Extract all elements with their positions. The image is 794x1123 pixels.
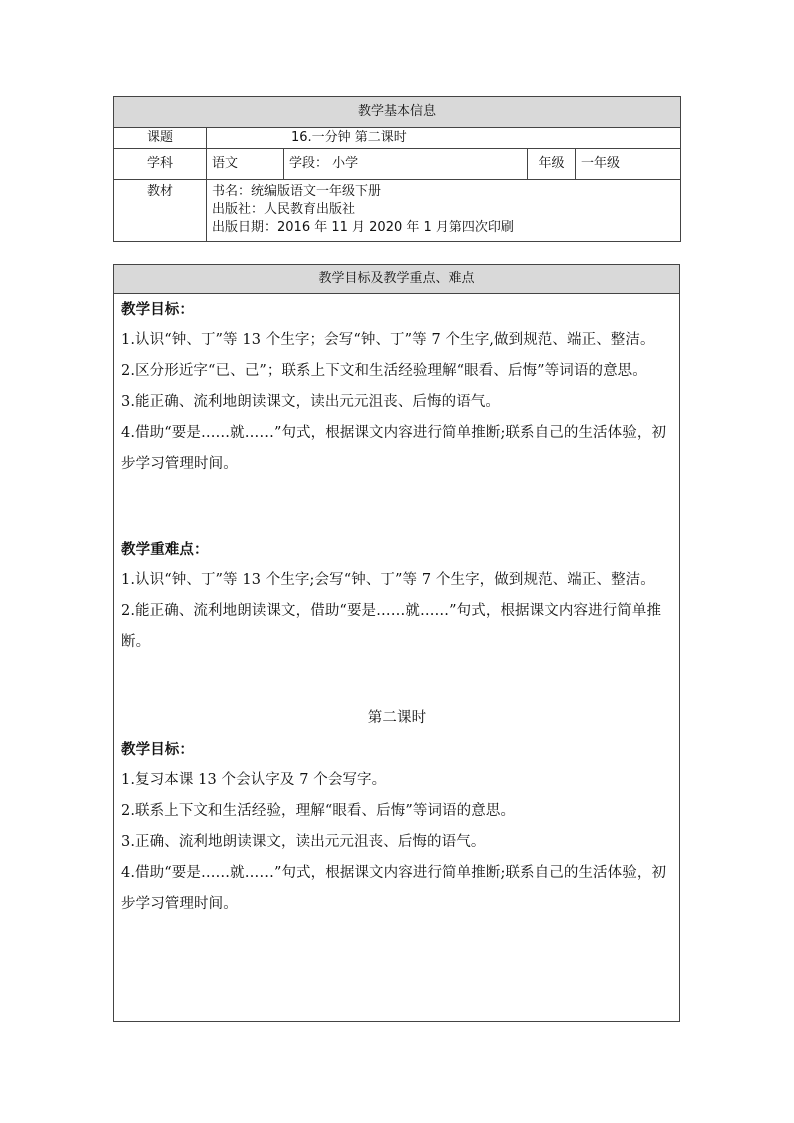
grade-value: 一年级 [576,149,681,180]
lesson-objective-item: 2.联系上下文和生活经验，理解“眼看、后悔”等词语的意思。 [121,803,516,819]
key-point-item: 2.能正确、流利地朗读课文，借助“要是……就……”句式，根据课文内容进行简单推断。 [121,603,662,650]
subject-label: 学科 [114,149,207,180]
lesson-heading: 第二课时 [367,710,427,726]
textbook-details [207,180,681,242]
objective-item: 4.借助“要是……就……”句式，根据课文内容进行简单推断;联系自己的生活体验，初步学习管理时间。 [121,425,667,472]
title-label: 课题 [114,128,207,149]
lesson-objectives-title: 教学目标： [121,741,194,758]
spacer [121,480,673,534]
spacer [121,658,673,703]
lesson-objective-item: 3.正确、流利地朗读课文，读出元元沮丧、后悔的语气。 [121,834,486,850]
basic-info-header: 教学基本信息 [114,97,681,128]
key-point-item: 1.认识“钟、丁”等 13 个生字;会写“钟、丁”等 7 个生字，做到规范、端正、整洁。 [121,572,655,588]
title-value: 16.一分钟 第二课时 [207,128,681,149]
objective-item: 1.认识“钟、丁”等 13 个生字；会写“钟、丁”等 7 个生字,做到规范、端正、整洁。 [121,332,655,348]
objective-item: 3.能正确、流利地朗读课文，读出元元沮丧、后悔的语气。 [121,394,501,410]
lesson-objective-item: 1.复习本课 13 个会认字及 7 个会写字。 [121,772,387,788]
objectives-title: 教学目标： [121,301,194,318]
lesson-objective-item: 4.借助“要是……就……”句式，根据课文内容进行简单推断;联系自己的生活体验，初步学习管理时间。 [121,865,667,912]
goals-body [114,294,680,1022]
book-name: 书名：统编版语文一年级下册 [212,184,382,199]
objective-item: 2.区分形近字“已、己”；联系上下文和生活经验理解“眼看、后悔”等词语的意思。 [121,363,647,379]
goals-header: 教学目标及教学重点、难点 [114,265,680,294]
textbook-label: 教材 [114,180,207,242]
basic-info-table [113,96,681,242]
key-points-title: 教学重难点： [121,541,209,558]
goals-table [113,264,680,1022]
grade-label: 年级 [528,149,576,180]
book-publisher: 出版社：人民教育出版社 [212,202,356,217]
book-publish-date: 出版日期：2016 年 11 月 2020 年 1 月第四次印刷 [212,220,514,235]
subject-value: 语文 [207,149,284,180]
stage-label: 学段： 小学 [284,149,528,180]
